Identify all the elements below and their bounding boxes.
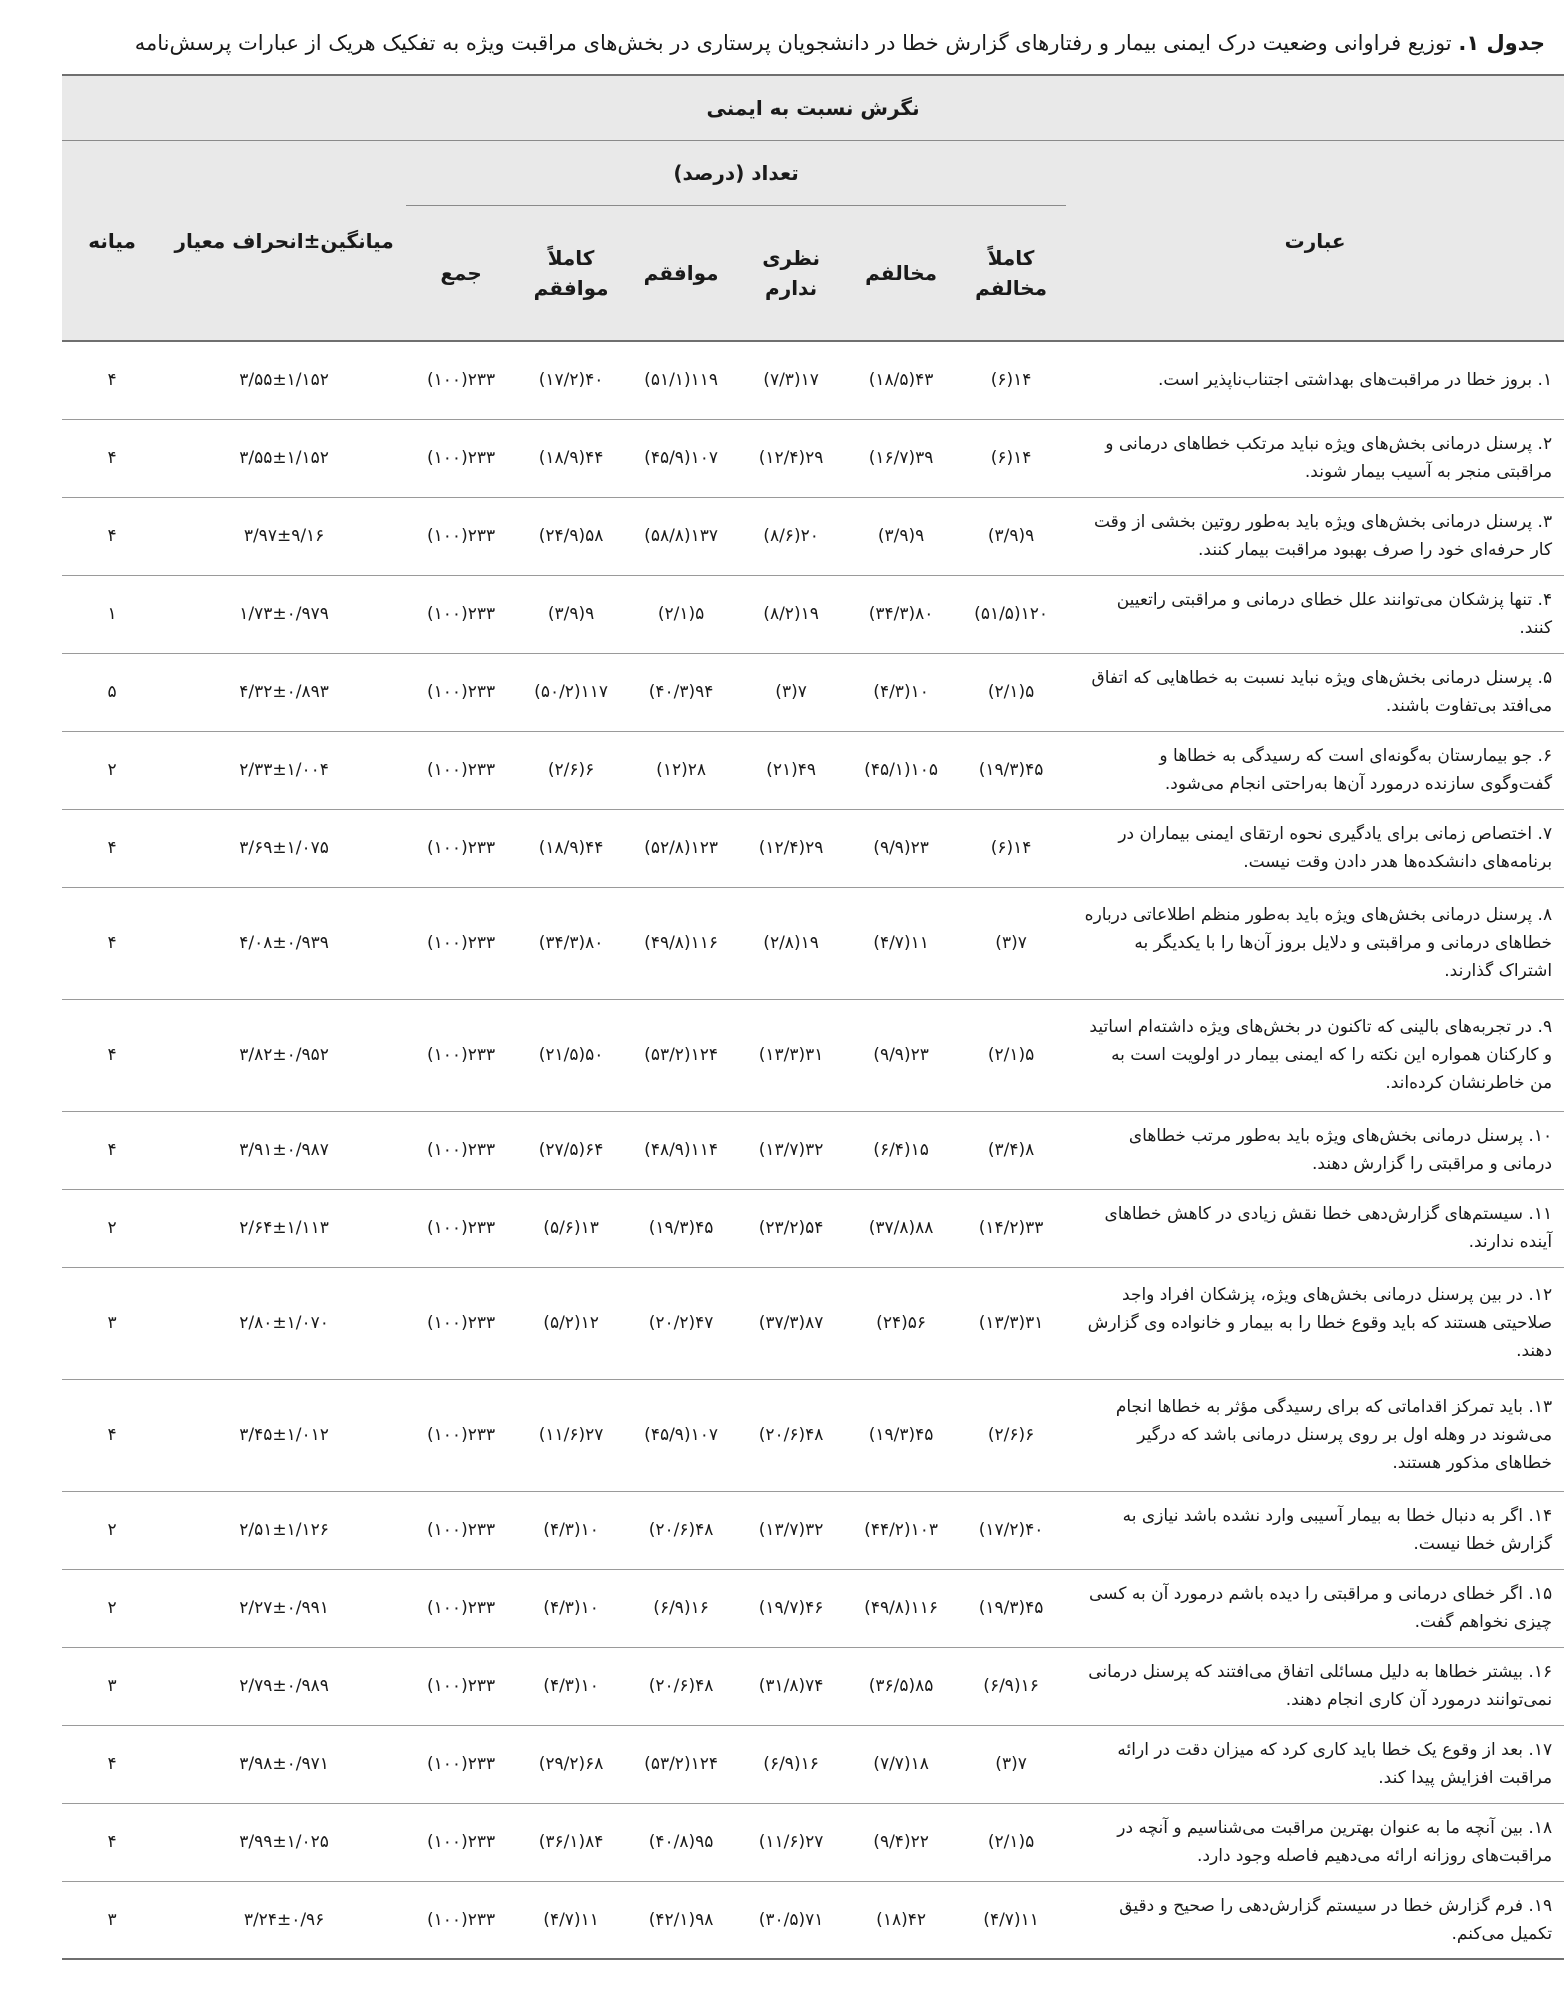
disagree-cell: ۱۰۵(۴۵/۱) <box>846 731 956 809</box>
mean-sd-cell: ۳/۹۹±۱/۰۲۵ <box>162 1803 406 1881</box>
table-row <box>62 419 1564 497</box>
neutral-cell: ۲۰(۸/۶) <box>736 497 846 575</box>
agree-cell: ۴۸(۲۰/۶) <box>626 1491 736 1569</box>
strongly-agree-cell: ۱۰(۴/۳) <box>516 1569 626 1647</box>
statement-cell: ۱۳. باید تمرکز اقداماتی که برای رسیدگی مؤثر به خطاها انجام می‌شوند در وهله اول بر روی پرسنل درمانی باشد که درگیر خطاهای مذکور هستند. <box>1066 1379 1564 1491</box>
neutral-cell: ۳۲(۱۳/۷) <box>736 1111 846 1189</box>
statement-cell: ۱. بروز خطا در مراقبت‌های بهداشتی اجتناب‌ناپذیر است. <box>1066 341 1564 419</box>
strongly-agree-cell: ۱۱۷(۵۰/۲) <box>516 653 626 731</box>
disagree-cell: ۸۵(۳۶/۵) <box>846 1647 956 1725</box>
mean-sd-cell: ۴/۰۸±۰/۹۳۹ <box>162 887 406 999</box>
statement-cell: ۱۷. بعد از وقوع یک خطا باید کاری کرد که میزان دقت در ارائه مراقبت افزایش پیدا کند. <box>1066 1725 1564 1803</box>
statement-cell: ۱۵. اگر خطای درمانی و مراقبتی را دیده باشم درمورد آن به کسی چیزی نخواهم گفت. <box>1066 1569 1564 1647</box>
col-header-strongly-disagree: کاملاً مخالفم <box>956 206 1066 342</box>
disagree-cell: ۱۰(۴/۳) <box>846 653 956 731</box>
mean-sd-cell: ۳/۶۹±۱/۰۷۵ <box>162 809 406 887</box>
median-cell: ۴ <box>62 1111 162 1189</box>
strongly-disagree-cell: ۱۱(۴/۷) <box>956 1881 1066 1959</box>
disagree-cell: ۱۱(۴/۷) <box>846 887 956 999</box>
total-cell: ۲۳۳(۱۰۰) <box>406 887 516 999</box>
total-cell: ۲۳۳(۱۰۰) <box>406 419 516 497</box>
col-header-disagree: مخالفم <box>846 206 956 342</box>
table-row <box>62 731 1564 809</box>
strongly-agree-cell: ۱۳(۵/۶) <box>516 1189 626 1267</box>
strongly-agree-cell: ۴۴(۱۸/۹) <box>516 419 626 497</box>
total-cell: ۲۳۳(۱۰۰) <box>406 999 516 1111</box>
col-header-mean-sd: میانگین±انحراف معیار <box>162 141 406 342</box>
median-cell: ۴ <box>62 1725 162 1803</box>
statement-cell: ۳. پرسنل درمانی بخش‌های ویژه باید به‌طور روتین بخشی از وقت کار حرفه‌ای خود را صرف بهبود مراقبت بیمار کنند. <box>1066 497 1564 575</box>
strongly-disagree-cell: ۷(۳) <box>956 887 1066 999</box>
median-cell: ۴ <box>62 887 162 999</box>
strongly-agree-cell: ۹(۳/۹) <box>516 575 626 653</box>
strongly-agree-cell: ۱۱(۴/۷) <box>516 1881 626 1959</box>
col-group-count-percent: تعداد (درصد) <box>406 141 1066 206</box>
strongly-disagree-cell: ۳۳(۱۴/۲) <box>956 1189 1066 1267</box>
neutral-cell: ۱۶(۶/۹) <box>736 1725 846 1803</box>
neutral-cell: ۵۴(۲۳/۲) <box>736 1189 846 1267</box>
strongly-disagree-cell: ۱۴(۶) <box>956 341 1066 419</box>
strongly-disagree-cell: ۴۰(۱۷/۲) <box>956 1491 1066 1569</box>
agree-cell: ۱۱۶(۴۹/۸) <box>626 887 736 999</box>
strongly-disagree-cell: ۴۵(۱۹/۳) <box>956 1569 1066 1647</box>
mean-sd-cell: ۳/۹۸±۰/۹۷۱ <box>162 1725 406 1803</box>
neutral-cell: ۷۴(۳۱/۸) <box>736 1647 846 1725</box>
disagree-cell: ۱۰۳(۴۴/۲) <box>846 1491 956 1569</box>
median-cell: ۴ <box>62 419 162 497</box>
strongly-disagree-cell: ۷(۳) <box>956 1725 1066 1803</box>
table-row <box>62 1189 1564 1267</box>
table-row <box>62 1647 1564 1725</box>
disagree-cell: ۸۰(۳۴/۳) <box>846 575 956 653</box>
total-cell: ۲۳۳(۱۰۰) <box>406 1267 516 1379</box>
statement-cell: ۹. در تجربه‌های بالینی که تاکنون در بخش‌های ویژه داشته‌ام اساتید و کارکنان همواره این نکته را که ایمنی بیمار در اولویت است به من خاطرنشان کرده‌اند. <box>1066 999 1564 1111</box>
col-header-strongly-agree: کاملاً موافقم <box>516 206 626 342</box>
total-cell: ۲۳۳(۱۰۰) <box>406 575 516 653</box>
neutral-cell: ۱۷(۷/۳) <box>736 341 846 419</box>
statement-cell: ۷. اختصاص زمانی برای یادگیری نحوه ارتقای ایمنی بیماران در برنامه‌های دانشکده‌ها هدر دادن وقت نیست. <box>1066 809 1564 887</box>
disagree-cell: ۸۸(۳۷/۸) <box>846 1189 956 1267</box>
table-row <box>62 809 1564 887</box>
table-caption <box>40 26 1545 60</box>
agree-cell: ۵(۲/۱) <box>626 575 736 653</box>
results-table <box>62 74 1564 1960</box>
total-cell: ۲۳۳(۱۰۰) <box>406 497 516 575</box>
disagree-cell: ۱۵(۶/۴) <box>846 1111 956 1189</box>
table-row <box>62 1491 1564 1569</box>
statement-cell: ۱۸. بین آنچه ما به عنوان بهترین مراقبت می‌شناسیم و آنچه در مراقبت‌های روزانه ارائه می‌دهیم فاصله وجود دارد. <box>1066 1803 1564 1881</box>
disagree-cell: ۱۱۶(۴۹/۸) <box>846 1569 956 1647</box>
disagree-cell: ۱۸(۷/۷) <box>846 1725 956 1803</box>
strongly-agree-cell: ۴۰(۱۷/۲) <box>516 341 626 419</box>
agree-cell: ۹۵(۴۰/۸) <box>626 1803 736 1881</box>
mean-sd-cell: ۳/۴۵±۱/۰۱۲ <box>162 1379 406 1491</box>
strongly-agree-cell: ۵۰(۲۱/۵) <box>516 999 626 1111</box>
agree-cell: ۱۰۷(۴۵/۹) <box>626 419 736 497</box>
strongly-agree-cell: ۱۰(۴/۳) <box>516 1491 626 1569</box>
agree-cell: ۱۳۷(۵۸/۸) <box>626 497 736 575</box>
caption-text: توزیع فراوانی وضعیت درک ایمنی بیمار و رفتارهای گزارش خطا در دانشجویان پرستاری در بخش‌های مراقبت ویژه به تفکیک هریک از عبارات پرسش‌نامه <box>134 31 1452 55</box>
total-cell: ۲۳۳(۱۰۰) <box>406 1803 516 1881</box>
neutral-cell: ۷۱(۳۰/۵) <box>736 1881 846 1959</box>
col-header-neutral: نظری ندارم <box>736 206 846 342</box>
table-row <box>62 1379 1564 1491</box>
statement-cell: ۱۶. بیشتر خطاها به دلیل مسائلی اتفاق می‌افتند که پرسنل درمانی نمی‌توانند درمورد آن کاری انجام دهند. <box>1066 1647 1564 1725</box>
disagree-cell: ۲۲(۹/۴) <box>846 1803 956 1881</box>
table-row <box>62 341 1564 419</box>
mean-sd-cell: ۲/۳۳±۱/۰۰۴ <box>162 731 406 809</box>
disagree-cell: ۵۶(۲۴) <box>846 1267 956 1379</box>
neutral-cell: ۸۷(۳۷/۳) <box>736 1267 846 1379</box>
statement-cell: ۱۱. سیستم‌های گزارش‌دهی خطا نقش زیادی در کاهش خطاهای آینده ندارند. <box>1066 1189 1564 1267</box>
agree-cell: ۱۱۹(۵۱/۱) <box>626 341 736 419</box>
total-cell: ۲۳۳(۱۰۰) <box>406 1881 516 1959</box>
statement-cell: ۴. تنها پزشکان می‌توانند علل خطای درمانی و مراقبتی راتعیین کنند. <box>1066 575 1564 653</box>
agree-cell: ۱۶(۶/۹) <box>626 1569 736 1647</box>
median-cell: ۴ <box>62 341 162 419</box>
neutral-cell: ۷(۳) <box>736 653 846 731</box>
strongly-disagree-cell: ۱۶(۶/۹) <box>956 1647 1066 1725</box>
table-row <box>62 999 1564 1111</box>
median-cell: ۳ <box>62 1647 162 1725</box>
col-header-agree: موافقم <box>626 206 736 342</box>
strongly-disagree-cell: ۱۲۰(۵۱/۵) <box>956 575 1066 653</box>
total-cell: ۲۳۳(۱۰۰) <box>406 653 516 731</box>
agree-cell: ۴۷(۲۰/۲) <box>626 1267 736 1379</box>
statement-cell: ۵. پرسنل درمانی بخش‌های ویژه نباید نسبت به خطاهایی که اتفاق می‌افتد بی‌تفاوت باشند. <box>1066 653 1564 731</box>
disagree-cell: ۴۲(۱۸) <box>846 1881 956 1959</box>
total-cell: ۲۳۳(۱۰۰) <box>406 809 516 887</box>
total-cell: ۲۳۳(۱۰۰) <box>406 1111 516 1189</box>
median-cell: ۱ <box>62 575 162 653</box>
mean-sd-cell: ۳/۹۱±۰/۹۸۷ <box>162 1111 406 1189</box>
strongly-disagree-cell: ۵(۲/۱) <box>956 1803 1066 1881</box>
table-body <box>62 341 1564 1959</box>
median-cell: ۴ <box>62 999 162 1111</box>
neutral-cell: ۴۸(۲۰/۶) <box>736 1379 846 1491</box>
neutral-cell: ۱۹(۲/۸) <box>736 887 846 999</box>
total-cell: ۲۳۳(۱۰۰) <box>406 731 516 809</box>
agree-cell: ۲۸(۱۲) <box>626 731 736 809</box>
table-row <box>62 1569 1564 1647</box>
median-cell: ۴ <box>62 1379 162 1491</box>
median-cell: ۵ <box>62 653 162 731</box>
statement-cell: ۲. پرسنل درمانی بخش‌های ویژه نباید مرتکب خطاهای درمانی و مراقبتی منجر به آسیب بیمار شوند. <box>1066 419 1564 497</box>
median-cell: ۲ <box>62 1189 162 1267</box>
median-cell: ۳ <box>62 1881 162 1959</box>
strongly-agree-cell: ۶۸(۲۹/۲) <box>516 1725 626 1803</box>
neutral-cell: ۳۲(۱۳/۷) <box>736 1491 846 1569</box>
median-cell: ۲ <box>62 1491 162 1569</box>
median-cell: ۴ <box>62 1803 162 1881</box>
table-row <box>62 1111 1564 1189</box>
mean-sd-cell: ۲/۲۷±۰/۹۹۱ <box>162 1569 406 1647</box>
disagree-cell: ۲۳(۹/۹) <box>846 999 956 1111</box>
agree-cell: ۹۸(۴۲/۱) <box>626 1881 736 1959</box>
col-header-median: میانه <box>62 141 162 342</box>
neutral-cell: ۴۶(۱۹/۷) <box>736 1569 846 1647</box>
table-row <box>62 1725 1564 1803</box>
strongly-agree-cell: ۸۰(۳۴/۳) <box>516 887 626 999</box>
table-row <box>62 653 1564 731</box>
strongly-agree-cell: ۸۴(۳۶/۱) <box>516 1803 626 1881</box>
col-header-total: جمع <box>406 206 516 342</box>
strongly-disagree-cell: ۱۴(۶) <box>956 419 1066 497</box>
neutral-cell: ۱۹(۸/۲) <box>736 575 846 653</box>
mean-sd-cell: ۳/۵۵±۱/۱۵۲ <box>162 341 406 419</box>
disagree-cell: ۴۵(۱۹/۳) <box>846 1379 956 1491</box>
total-cell: ۲۳۳(۱۰۰) <box>406 1569 516 1647</box>
total-cell: ۲۳۳(۱۰۰) <box>406 1379 516 1491</box>
neutral-cell: ۲۹(۱۲/۴) <box>736 809 846 887</box>
disagree-cell: ۳۹(۱۶/۷) <box>846 419 956 497</box>
strongly-disagree-cell: ۵(۲/۱) <box>956 653 1066 731</box>
mean-sd-cell: ۲/۷۹±۰/۹۸۹ <box>162 1647 406 1725</box>
median-cell: ۴ <box>62 809 162 887</box>
total-cell: ۲۳۳(۱۰۰) <box>406 1647 516 1725</box>
median-cell: ۴ <box>62 497 162 575</box>
neutral-cell: ۲۹(۱۲/۴) <box>736 419 846 497</box>
table-title: نگرش نسبت به ایمنی <box>62 75 1564 141</box>
agree-cell: ۱۱۴(۴۸/۹) <box>626 1111 736 1189</box>
neutral-cell: ۴۹(۲۱) <box>736 731 846 809</box>
caption-label: جدول ۱. <box>1458 31 1545 55</box>
agree-cell: ۹۴(۴۰/۳) <box>626 653 736 731</box>
table-row <box>62 1267 1564 1379</box>
statement-cell: ۸. پرسنل درمانی بخش‌های ویژه باید به‌طور منظم اطلاعاتی درباره خطاهای درمانی و مراقبتی و دلایل بروز آن‌ها را با یکدیگر به اشتراک گذارند. <box>1066 887 1564 999</box>
statement-cell: ۶. جو بیمارستان به‌گونه‌ای است که رسیدگی به خطاها و گفت‌وگوی سازنده درمورد آن‌ها به‌راحتی انجام می‌شود. <box>1066 731 1564 809</box>
strongly-disagree-cell: ۸(۳/۴) <box>956 1111 1066 1189</box>
statement-cell: ۱۲. در بین پرسنل درمانی بخش‌های ویژه، پزشکان افراد واجد صلاحیتی هستند که باید وقوع خطا را به بیمار و خانواده وی گزارش دهند. <box>1066 1267 1564 1379</box>
col-header-statement: عبارت <box>1066 141 1564 342</box>
statement-cell: ۱۴. اگر به دنبال خطا به بیمار آسیبی وارد نشده باشد نیازی به گزارش خطا نیست. <box>1066 1491 1564 1569</box>
total-cell: ۲۳۳(۱۰۰) <box>406 1491 516 1569</box>
agree-cell: ۱۲۳(۵۲/۸) <box>626 809 736 887</box>
strongly-disagree-cell: ۹(۳/۹) <box>956 497 1066 575</box>
agree-cell: ۴۵(۱۹/۳) <box>626 1189 736 1267</box>
total-cell: ۲۳۳(۱۰۰) <box>406 1725 516 1803</box>
table-row <box>62 887 1564 999</box>
mean-sd-cell: ۳/۵۵±۱/۱۵۲ <box>162 419 406 497</box>
strongly-disagree-cell: ۵(۲/۱) <box>956 999 1066 1111</box>
agree-cell: ۱۰۷(۴۵/۹) <box>626 1379 736 1491</box>
strongly-agree-cell: ۱۰(۴/۳) <box>516 1647 626 1725</box>
strongly-disagree-cell: ۴۵(۱۹/۳) <box>956 731 1066 809</box>
strongly-agree-cell: ۶(۲/۶) <box>516 731 626 809</box>
table-row <box>62 575 1564 653</box>
mean-sd-cell: ۳/۲۴±۰/۹۶ <box>162 1881 406 1959</box>
total-cell: ۲۳۳(۱۰۰) <box>406 341 516 419</box>
table-row <box>62 1881 1564 1959</box>
strongly-agree-cell: ۴۴(۱۸/۹) <box>516 809 626 887</box>
mean-sd-cell: ۳/۹۷±۹/۱۶ <box>162 497 406 575</box>
disagree-cell: ۹(۳/۹) <box>846 497 956 575</box>
strongly-disagree-cell: ۶(۲/۶) <box>956 1379 1066 1491</box>
disagree-cell: ۲۳(۹/۹) <box>846 809 956 887</box>
strongly-agree-cell: ۵۸(۲۴/۹) <box>516 497 626 575</box>
median-cell: ۲ <box>62 731 162 809</box>
mean-sd-cell: ۱/۷۳±۰/۹۷۹ <box>162 575 406 653</box>
agree-cell: ۱۲۴(۵۳/۲) <box>626 999 736 1111</box>
median-cell: ۳ <box>62 1267 162 1379</box>
mean-sd-cell: ۴/۳۲±۰/۸۹۳ <box>162 653 406 731</box>
strongly-disagree-cell: ۳۱(۱۳/۳) <box>956 1267 1066 1379</box>
table-row <box>62 1803 1564 1881</box>
mean-sd-cell: ۲/۸۰±۱/۰۷۰ <box>162 1267 406 1379</box>
neutral-cell: ۲۷(۱۱/۶) <box>736 1803 846 1881</box>
strongly-agree-cell: ۱۲(۵/۲) <box>516 1267 626 1379</box>
agree-cell: ۴۸(۲۰/۶) <box>626 1647 736 1725</box>
total-cell: ۲۳۳(۱۰۰) <box>406 1189 516 1267</box>
statement-cell: ۱۰. پرسنل درمانی بخش‌های ویژه باید به‌طور مرتب خطاهای درمانی و مراقبتی را گزارش دهند. <box>1066 1111 1564 1189</box>
neutral-cell: ۳۱(۱۳/۳) <box>736 999 846 1111</box>
mean-sd-cell: ۲/۵۱±۱/۱۲۶ <box>162 1491 406 1569</box>
disagree-cell: ۴۳(۱۸/۵) <box>846 341 956 419</box>
strongly-disagree-cell: ۱۴(۶) <box>956 809 1066 887</box>
table-row <box>62 497 1564 575</box>
mean-sd-cell: ۳/۸۲±۰/۹۵۲ <box>162 999 406 1111</box>
median-cell: ۲ <box>62 1569 162 1647</box>
strongly-agree-cell: ۶۴(۲۷/۵) <box>516 1111 626 1189</box>
mean-sd-cell: ۲/۶۴±۱/۱۱۳ <box>162 1189 406 1267</box>
agree-cell: ۱۲۴(۵۳/۲) <box>626 1725 736 1803</box>
strongly-agree-cell: ۲۷(۱۱/۶) <box>516 1379 626 1491</box>
statement-cell: ۱۹. فرم گزارش خطا در سیستم گزارش‌دهی را صحیح و دقیق تکمیل می‌کنم. <box>1066 1881 1564 1959</box>
